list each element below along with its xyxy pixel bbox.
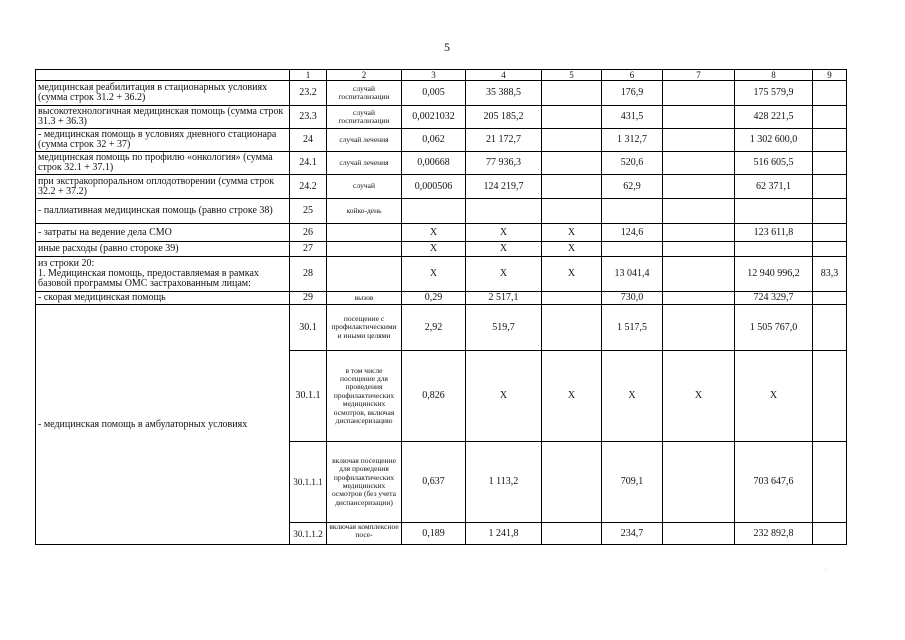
value-cell [663,292,735,305]
value-cell [813,152,847,175]
value-cell [402,199,466,224]
value-cell [813,242,847,257]
value-cell [663,199,735,224]
value-cell: 1 113,2 [466,442,542,523]
table-row [36,81,847,106]
value-cell: 1 241,8 [466,523,542,545]
unit-cell: включая посещение для проведения профилактических медицинских осмотров (без учета диспансеризации) [327,442,402,523]
header-cell: 6 [602,70,663,81]
row-name-cell: из строки 20: 1. Медицинская помощь, предоставляемая в рамках базовой программы ОМС застрахованным лицам: [36,257,290,292]
value-cell [542,305,602,351]
value-cell [542,81,602,106]
header-cell [36,70,290,81]
row-name-cell: медицинская реабилитация в стационарных условиях (сумма строк 31.2 + 36.2) [36,81,290,106]
value-cell: 520,6 [602,152,663,175]
value-cell [663,242,735,257]
value-cell [663,81,735,106]
table-row [36,129,847,152]
value-cell: 21 172,7 [466,129,542,152]
row-name-cell: иные расходы (равно стороке 39) [36,242,290,257]
value-cell: 0,826 [402,351,466,442]
row-name-cell: - скорая медицинская помощь [36,292,290,305]
value-cell: Х [402,224,466,242]
value-cell: Х [466,351,542,442]
line-number-cell: 23.3 [290,106,327,129]
unit-cell: случай госпитализации [327,81,402,106]
value-cell: 431,5 [602,106,663,129]
value-cell: Х [402,242,466,257]
header-cell: 4 [466,70,542,81]
value-cell: Х [602,351,663,442]
value-cell: 123 611,8 [735,224,813,242]
row-name-cell: - медицинская помощь в условиях дневного стационара (сумма строк 32 + 37) [36,129,290,152]
table-row [36,224,847,242]
value-cell [663,175,735,199]
header-cell: 5 [542,70,602,81]
header-cell: 1 [290,70,327,81]
value-cell: 12 940 996,2 [735,257,813,292]
value-cell: 35 388,5 [466,81,542,106]
value-cell [663,224,735,242]
value-cell: Х [466,257,542,292]
value-cell [542,199,602,224]
value-cell: 730,0 [602,292,663,305]
budget-table [35,69,847,545]
value-cell: 124,6 [602,224,663,242]
value-cell: 62,9 [602,175,663,199]
value-cell: Х [402,257,466,292]
value-cell: 77 936,3 [466,152,542,175]
value-cell [813,199,847,224]
unit-cell: в том числе посещение для проведения профилактических медицинских осмотров, включая диспансеризацию [327,351,402,442]
line-number-cell: 30.1.1.1 [290,442,327,523]
value-cell: 124 219,7 [466,175,542,199]
value-cell [813,442,847,523]
value-cell: 703 647,6 [735,442,813,523]
value-cell: 0,062 [402,129,466,152]
row-name-cell: - затраты на ведение дела СМО [36,224,290,242]
value-cell [542,129,602,152]
table-row [36,242,847,257]
value-cell: Х [542,257,602,292]
value-cell: 0,0021032 [402,106,466,129]
unit-cell: включая комплексное посе- [327,523,402,545]
value-cell: 62 371,1 [735,175,813,199]
table-body [36,70,847,545]
value-cell [602,199,663,224]
value-cell: 0,637 [402,442,466,523]
value-cell [542,152,602,175]
unit-cell: случай [327,175,402,199]
unit-cell [327,257,402,292]
value-cell: 0,005 [402,81,466,106]
table-row [36,152,847,175]
value-cell [466,199,542,224]
unit-cell [327,224,402,242]
table-row [36,257,847,292]
value-cell: 234,7 [602,523,663,545]
header-cell: 3 [402,70,466,81]
value-cell: Х [663,351,735,442]
line-number-cell: 30.1 [290,305,327,351]
value-cell: Х [735,351,813,442]
value-cell: 0,000506 [402,175,466,199]
value-cell: 205 185,2 [466,106,542,129]
value-cell [663,106,735,129]
scan-speck: · [824,566,827,575]
value-cell: 0,189 [402,523,466,545]
unit-cell: посещение с профилактическими и иными целями [327,305,402,351]
value-cell [813,351,847,442]
line-number-cell: 29 [290,292,327,305]
header-cell: 2 [327,70,402,81]
header-cell: 7 [663,70,735,81]
line-number-cell: 30.1.1 [290,351,327,442]
value-cell: Х [542,351,602,442]
value-cell [542,175,602,199]
line-number-cell: 23.2 [290,81,327,106]
row-name-cell: - паллиативная медицинская помощь (равно строке 38) [36,199,290,224]
value-cell: 1 505 767,0 [735,305,813,351]
value-cell: 83,3 [813,257,847,292]
table-row [36,106,847,129]
line-number-cell: 25 [290,199,327,224]
unit-cell: вызов [327,292,402,305]
value-cell [602,242,663,257]
value-cell [813,292,847,305]
table-row [36,199,847,224]
unit-cell [327,242,402,257]
value-cell [813,224,847,242]
table-row [36,305,847,351]
value-cell: 13 041,4 [602,257,663,292]
line-number-cell: 24.1 [290,152,327,175]
table-row [36,175,847,199]
value-cell: 2 517,1 [466,292,542,305]
value-cell [663,257,735,292]
value-cell [542,292,602,305]
value-cell: 428 221,5 [735,106,813,129]
value-cell [663,442,735,523]
value-cell [542,442,602,523]
value-cell [663,523,735,545]
value-cell: 1 302 600,0 [735,129,813,152]
header-row [36,70,847,81]
unit-cell: случай госпитализации [327,106,402,129]
value-cell [813,305,847,351]
value-cell: 175 579,9 [735,81,813,106]
value-cell: 0,29 [402,292,466,305]
line-number-cell: 28 [290,257,327,292]
value-cell [542,523,602,545]
value-cell: Х [466,242,542,257]
value-cell: 709,1 [602,442,663,523]
value-cell: 516 605,5 [735,152,813,175]
value-cell [813,106,847,129]
ambulatory-name-cell: - медицинская помощь в амбулаторных условиях [36,305,290,545]
value-cell: 0,00668 [402,152,466,175]
line-number-cell: 26 [290,224,327,242]
value-cell [813,523,847,545]
value-cell: 724 329,7 [735,292,813,305]
value-cell: 2,92 [402,305,466,351]
value-cell: 176,9 [602,81,663,106]
value-cell [813,175,847,199]
value-cell [663,305,735,351]
row-name-cell: высокотехнологичная медицинская помощь (сумма строк 31.3 + 36.3) [36,106,290,129]
row-name-cell: при экстракорпоральном оплодотворении (сумма строк 32.2 + 37.2) [36,175,290,199]
value-cell: Х [542,224,602,242]
value-cell [813,129,847,152]
unit-cell: случай лечения [327,152,402,175]
line-number-cell: 30.1.1.2 [290,523,327,545]
value-cell [813,81,847,106]
line-number-cell: 27 [290,242,327,257]
value-cell: Х [466,224,542,242]
line-number-cell: 24.2 [290,175,327,199]
value-cell [663,129,735,152]
header-cell: 9 [813,70,847,81]
table-row [36,292,847,305]
unit-cell: койко-день [327,199,402,224]
unit-cell: случай лечения [327,129,402,152]
row-name-cell: медицинская помощь по профилю «онкология» (сумма строк 32.1 + 37.1) [36,152,290,175]
value-cell: 1 312,7 [602,129,663,152]
value-cell [735,199,813,224]
value-cell [542,106,602,129]
value-cell: 519,7 [466,305,542,351]
line-number-cell: 24 [290,129,327,152]
page-number: 5 [444,40,450,54]
value-cell: 1 517,5 [602,305,663,351]
header-cell: 8 [735,70,813,81]
value-cell [663,152,735,175]
value-cell [735,242,813,257]
value-cell: Х [542,242,602,257]
value-cell: 232 892,8 [735,523,813,545]
